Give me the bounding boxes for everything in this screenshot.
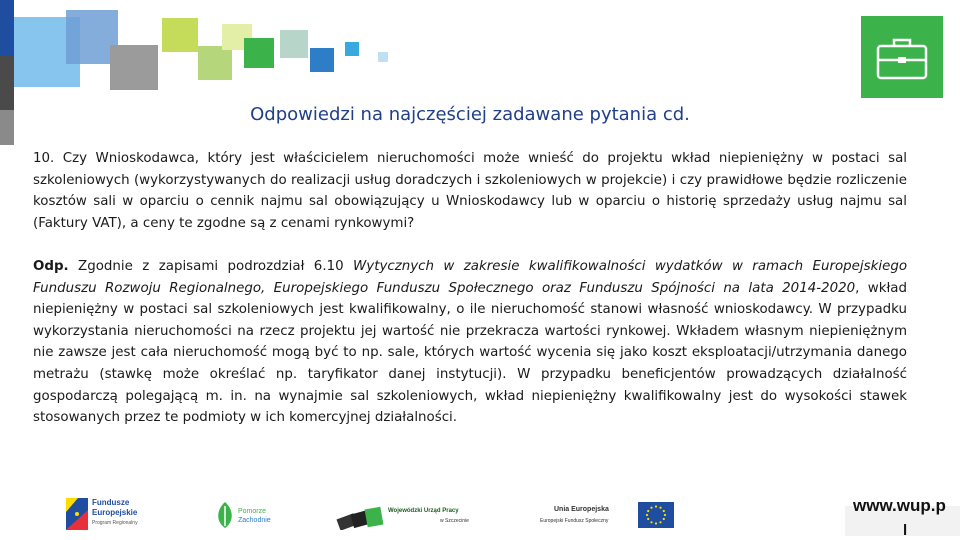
logo-unia-europejska <box>540 502 675 532</box>
logo1-line3: Program Regionalny <box>92 520 138 526</box>
logo2-line1: Pomorze <box>238 508 267 515</box>
logo1-line1: Fundusze <box>92 498 130 507</box>
logo3-line2: w Szczecinie <box>440 518 469 524</box>
logo4-line1: Unia Europejska <box>554 506 609 513</box>
fundusze-europejskie-mark <box>66 498 88 530</box>
footer-url[interactable]: www.wup.p <box>853 496 946 515</box>
answer-lead: Zgodnie z zapisami podrozdział 6.10 <box>68 259 354 274</box>
logo-wup-szczecin <box>336 502 481 532</box>
question-paragraph: 10. Czy Wnioskodawca, który jest właścicielem nieruchomości może wnieść do projektu wkład niepieniężny w postaci sal szkoleniowych (wykorzystywanych do realizacji usług doradczych i szkoleniowych w projekcie) i czy prawidłowe będzie rozliczenie kosztów sali w oparciu o cennik najmu sal obowiązujący u Wnioskodawcy lub w oparciu o historię sprzedaży usług najmu sal (Faktury VAT), a ceny te zgodne są z cenami rynkowymi? <box>33 151 907 231</box>
decor-square <box>244 38 274 68</box>
decor-square <box>198 46 232 80</box>
answer-italic-reference: Wytycznych w zakresie kwalifikowalności wydatków w ramach Europejskiego Funduszu Rozwoju Regionalnego, Europejskiego Funduszu Społecznego oraz Funduszu Spójności na lata 2014-2020 <box>33 259 908 296</box>
decor-square <box>110 45 158 90</box>
logo3-line1: Wojewódzki Urząd Pracy <box>388 508 459 514</box>
briefcase-tile <box>861 16 943 98</box>
page-title: Odpowiedzi na najczęściej zadawane pytania cd. <box>250 104 690 125</box>
briefcase-icon <box>861 16 943 98</box>
logo1-line2: Europejskie <box>92 508 138 517</box>
eu-flag-icon <box>638 502 674 528</box>
decor-square <box>0 55 14 110</box>
pomorze-leaf-icon <box>214 500 236 530</box>
decor-square <box>0 0 14 55</box>
footer-url-cut: l <box>903 522 908 539</box>
logo-fundusze-europejskie <box>66 496 166 532</box>
answer-label: Odp. <box>33 259 69 274</box>
decor-square <box>280 30 308 58</box>
answer-rest: , wkład niepieniężny w postaci sal szkoleniowych jest kwalifikowalny, o ile nieruchomość stanowi własność wnioskodawcy. W przypadku wykorzystania nieruchomości na rzecz projektu jej wartość nie przekracza wartości rynkowej. Wkładem własnym niepieniężnym nie zawsze jest cała nieruchomość mogą być to np. sale, których wartość wycenia się jako koszt eksploatacji/utrzymania danego metrażu (stawkę może określać np. taryfikator danej instytucji). W przypadku beneficjentów prowadzących działalność gospodarczą polegającą m. in. na wynajmie sal szkoleniowych, wkład niepieniężny kwalifikowalny jest do wysokości stawek stosowanych przez te podmioty w ich komercyjnej działalności. <box>33 280 907 426</box>
answer-paragraph <box>33 256 907 429</box>
decor-square <box>310 48 334 72</box>
logo2-line2: Zachodnie <box>238 517 271 524</box>
wup-books-icon <box>336 502 386 530</box>
decor-square <box>162 18 198 52</box>
logo-pomorze-zachodnie <box>214 500 284 534</box>
decor-square <box>378 52 388 62</box>
logo4-line2: Europejski Fundusz Społeczny <box>540 518 609 524</box>
decor-square <box>345 42 359 56</box>
